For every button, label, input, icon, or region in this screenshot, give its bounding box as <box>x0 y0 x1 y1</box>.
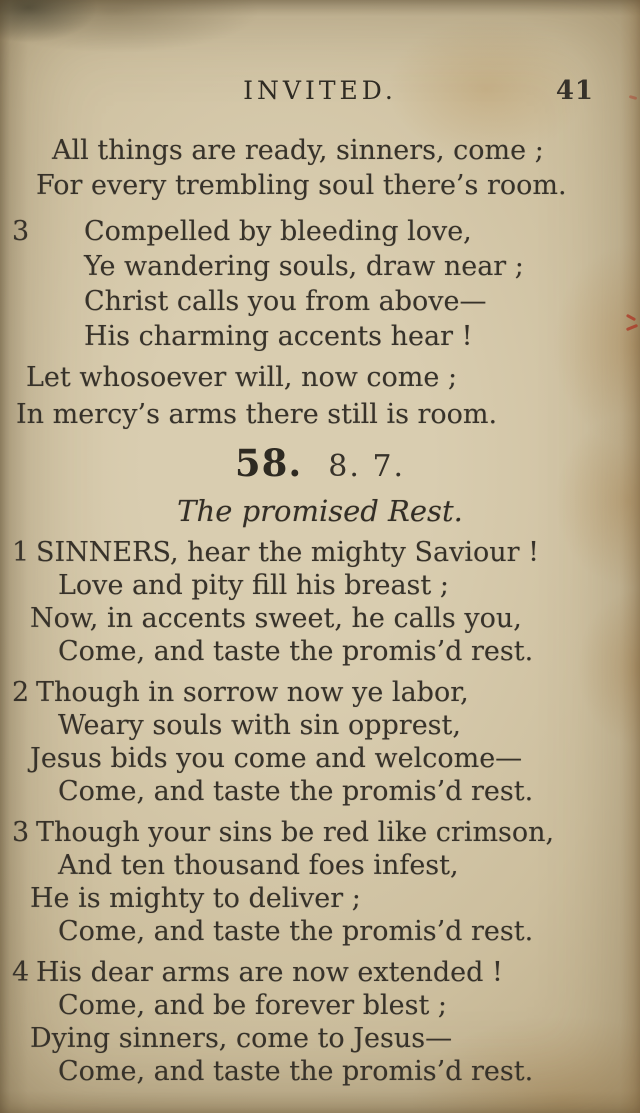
previous-hymn-couplet <box>0 133 640 203</box>
hymn-verse-4 <box>0 956 640 1088</box>
hymn-line: Christ calls you from above— <box>84 286 487 317</box>
verse-number: 4 <box>12 957 30 988</box>
hymn-line: And ten thousand foes infest, <box>58 850 459 881</box>
verse-first-line <box>0 214 640 249</box>
hymn-line: SINNERS, hear the mighty Saviour ! <box>36 537 539 568</box>
hymn-line: Come, and taste the promis’d rest. <box>58 916 534 947</box>
running-title: INVITED. <box>243 76 397 105</box>
hymn-line: Weary souls with sin opprest, <box>58 710 461 741</box>
hymn-line: Compelled by bleeding love, <box>84 216 472 247</box>
verse-first-line <box>0 956 640 989</box>
page-header <box>0 0 640 110</box>
hymn-title: The promised Rest. <box>177 494 463 528</box>
hymn-line: Dying sinners, come to Jesus— <box>30 1023 453 1054</box>
page-content <box>0 133 640 1088</box>
hymn-line: His dear arms are now extended ! <box>36 957 503 988</box>
hymn-line: All things are ready, sinners, come ; <box>52 135 544 166</box>
hymn-line: Love and pity fill his breast ; <box>58 570 449 601</box>
verse-number: 3 <box>12 817 30 848</box>
hymn-line: Let whosoever will, now come ; <box>26 362 458 393</box>
previous-hymn-refrain <box>0 359 640 433</box>
hymn-verse-2 <box>0 676 640 808</box>
hymn-line: In mercy’s arms there still is room. <box>16 399 498 430</box>
hymn-line: His charming accents hear ! <box>84 321 473 352</box>
hymn-number: 58. <box>234 441 303 485</box>
page-number: 41 <box>555 76 594 106</box>
verse-first-line <box>0 536 640 569</box>
hymn-meter: 8. 7. <box>328 449 406 484</box>
hymn-line: Come, and taste the promis’d rest. <box>58 776 534 807</box>
verse-number: 1 <box>12 537 30 568</box>
hymn-line: Come, and taste the promis’d rest. <box>58 636 534 667</box>
hymn-heading <box>0 441 640 485</box>
previous-hymn-verse-3 <box>0 214 640 354</box>
hymn-line: Though your sins be red like crimson, <box>36 817 555 848</box>
hymn-line: He is mighty to deliver ; <box>30 883 361 914</box>
hymn-line: Jesus bids you come and welcome— <box>30 743 523 774</box>
verse-first-line <box>0 676 640 709</box>
verse-first-line <box>0 816 640 849</box>
hymn-line: For every trembling soul there’s room. <box>36 170 567 201</box>
hymn-line: Though in sorrow now ye labor, <box>36 677 469 708</box>
hymn-verse-1 <box>0 536 640 668</box>
verse-number: 3 <box>12 216 30 247</box>
hymn-line: Now, in accents sweet, he calls you, <box>30 603 522 634</box>
hymn-line: Come, and taste the promis’d rest. <box>58 1056 534 1087</box>
hymn-line: Ye wandering souls, draw near ; <box>84 251 524 282</box>
verse-number: 2 <box>12 677 30 708</box>
hymn-line: Come, and be forever blest ; <box>58 990 447 1021</box>
hymn-verse-3 <box>0 816 640 948</box>
